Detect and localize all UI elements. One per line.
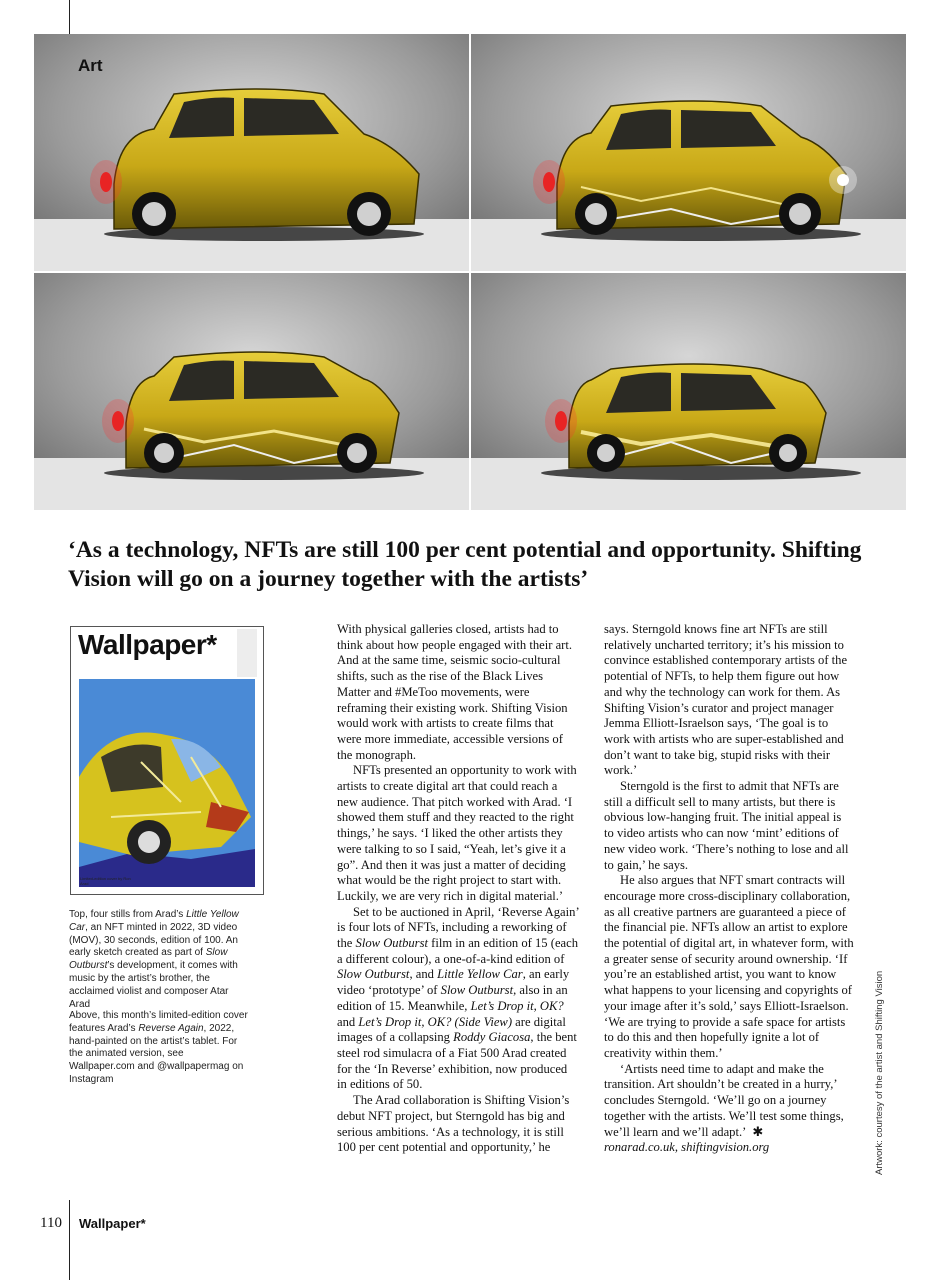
car-stills-grid bbox=[34, 34, 906, 510]
photo-credit: Artwork: courtesy of the artist and Shifting Vision bbox=[874, 970, 885, 1175]
cover-credit: Limited-edition cover by Ron Arad bbox=[80, 876, 131, 886]
body-paragraph: With physical galleries closed, artists had to think about how people engaged with their art. And at the same time, seismic socio-cultural shifts, such as the rise of the Black Lives Matter and #MeToo movements, were reframing their existing work. Shifting Vision would work with artists to create films that were more immediate, accessible versions of the monograph. bbox=[337, 622, 573, 762]
car-still-3 bbox=[34, 273, 469, 510]
body-column-2 bbox=[604, 622, 854, 1156]
body-paragraph: Sterngold is the first to admit that NFTs are still a difficult sell to many artists, but there is obvious low-hanging fruit. The initial appeal is to video artists who can now ‘mint’ editions of new video work. ‘There’s nothing to lose and all to gain,’ he says. bbox=[604, 779, 849, 872]
caption-cover: Above, this month’s limited-edition cover features Arad’s Reverse Again, 2022, hand-painted on the artist’s tablet. For the animated version, see Wallpaper.com and @wallpapermag on Instagram bbox=[69, 1010, 248, 1085]
car-still-svg bbox=[471, 273, 906, 510]
pull-quote: ‘As a technology, NFTs are still 100 per cent potential and opportunity. Shifting Vision will go on a journey together with the artists’ bbox=[68, 537, 862, 592]
section-label: Art bbox=[78, 56, 103, 75]
body-paragraph: He also argues that NFT smart contracts will encourage more cross-disciplinary collaboration, as all creative partners are guaranteed a piece of the financial pie. NFTs allow an artist to explore the potential of digital art, in whatever form, with a greater sense of security around ownership. ‘If you’re an established artist, you want to know what happens to your licensing and copyrights of your image after it’s sold,’ says Elliott-Israelson. ‘We are trying to provide a safe space for artists to do this and then hopefully ignite a lot of creativity within them.’ bbox=[604, 873, 854, 1060]
car-still-svg bbox=[34, 273, 469, 510]
footer-brand: Wallpaper* bbox=[79, 1216, 146, 1231]
car-still-4 bbox=[471, 273, 906, 510]
body-paragraph: NFTs presented an opportunity to work with artists to create digital art that could reach a new audience. That pitch worked with Arad. ‘I showed them stuff and they reacted to the right things,’ he says. ‘I liked the other artists they were talking to so I said, “Yeah, let’s give it a go”. And then it was just a matter of deciding what would be the right project to start with. Luckily, we are very rich in digital material.’ bbox=[337, 763, 577, 903]
page-number: 110 bbox=[40, 1215, 62, 1231]
caption-stills: Top, four stills from Arad’s Little Yellow Car, an NFT minted in 2022, 3D video (MOV), 30 seconds, edition of 100. An early sketch created as part of Slow Outburst’s development, it comes with music by the artist’s brother, the acclaimed violist and composer Atar Arad bbox=[69, 909, 239, 1010]
car-still-svg bbox=[471, 34, 906, 271]
car-still-2 bbox=[471, 34, 906, 271]
body-column-1 bbox=[337, 622, 579, 1156]
body-paragraph: ‘Artists need time to adapt and make the transition. Art shouldn’t be created in a hurry,’ concludes Sterngold. ‘We’ll go on a journey together with the artists. We’ll test some things, we’ll learn and we’ll adapt.’ ✱ bbox=[604, 1061, 844, 1140]
cover-artwork bbox=[71, 627, 263, 894]
web-credit: ronarad.co.uk, shiftingvision.org bbox=[604, 1140, 770, 1155]
magazine-cover-image bbox=[70, 626, 264, 895]
body-paragraph: The Arad collaboration is Shifting Vision’s debut NFT project, but Sterngold has big and serious ambitions. ‘As a technology, it is still 100 per cent potential and opportunity,’ he bbox=[337, 1093, 570, 1155]
body-paragraph: says. Sterngold knows fine art NFTs are still relatively uncharted territory; it’s his mission to convince established contemporary artists of the potential of NFTs, to help them figure out how and why the technology can work for them. As Shifting Vision’s curator and project manager Jemma Elliott-Israelson says, ‘The goal is to work with artists who are super-established and don’t want to take big, stupid risks with their work.’ bbox=[604, 622, 848, 778]
end-mark-icon: ✱ bbox=[752, 1124, 764, 1140]
bottom-margin-rule bbox=[69, 1200, 70, 1280]
cover-logo: Wallpaper* bbox=[78, 629, 217, 660]
body-paragraph: Set to be auctioned in April, ‘Reverse Again’ is four lots of NFTs, including a reworking of the Slow Outburst film in an edition of 15 (each a different colour), a one-of-a-kind edition of Slow Outburst, and Little Yellow Car, an early video ‘prototype’ of Slow Outburst, also in an edition of 15. Meanwhile, Let’s Drop it, OK? and Let’s Drop it, OK? (Side View) are digital images of a collapsing Roddy Giacosa, the bent steel rod simulacra of a Fiat 500 Arad created for the ‘In Reverse’ exhibition, now produced in editions of 50. bbox=[337, 904, 579, 1092]
